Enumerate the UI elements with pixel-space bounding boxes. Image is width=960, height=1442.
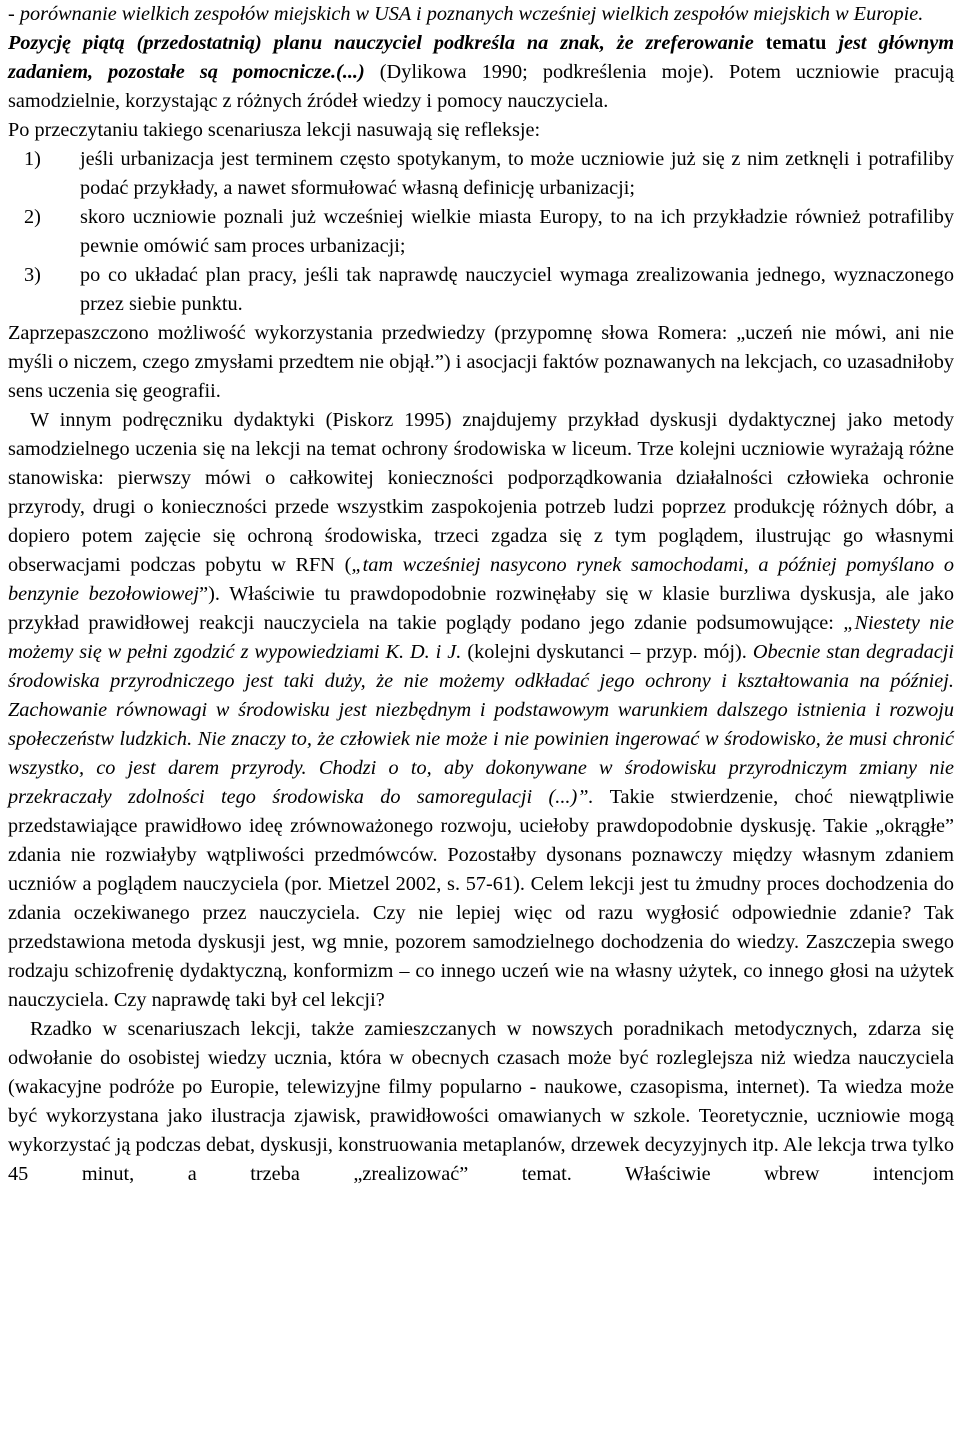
- text-segment: W innym podręczniku dydaktyki (Piskorz 1995) znajdujemy przykład dyskusji dydaktycznej jako metody samodzielnego uczenia się na lekcji na temat ochrony środowiska w liceum. Trze kolejni uczniowie wyrażają różne stanowiska: pierwszy mówi o całkowitej konieczności podporządkowania działalności człowieka ochronie przyrody, drugi o konieczności przede wszystkim zaspokojenia potrzeb ludzi poprzez produkcję różnych dóbr, a dopiero potem zajęcie się ochroną środowiska, trzeci zgadza się z tym poglądem, ilustrując go własnymi obserwacjami podczas pobytu w RFN (: [8, 409, 954, 576]
- text-segment: ”) i asocjacji faktów poznawanych na lekcjach, co uzasadniłoby sens uczenia się geografii.: [8, 351, 954, 402]
- paragraph-reflections-intro: Po przeczytaniu takiego scenariusza lekcji nasuwają się refleksje:: [8, 119, 541, 141]
- list-item-text: jeśli urbanizacja jest terminem często spotykanym, to może uczniowie już się z nim zetknęli i potrafiliby podać przykłady, a nawet sformułować własną definicję urbanizacji;: [80, 148, 954, 199]
- bold-word-tematu: tematu: [765, 32, 827, 54]
- citation-text: (Dylikowa 1990; podkreślenia moje). Potem uczniowie pracują samodzielnie, korzystając z różnych źródeł wiedzy i pomocy nauczyciela.: [8, 61, 954, 112]
- list-item: [8, 203, 954, 261]
- paragraph-discussion-example: [8, 406, 954, 1015]
- list-item-text: po co układać plan pracy, jeśli tak naprawdę nauczyciel wymaga zrealizowania jednego, wyznaczonego przez siebie punktu.: [80, 264, 954, 315]
- text-segment: (kolejni dyskutanci – przyp. mój).: [461, 641, 753, 663]
- italic-rfn-quote: „tam wcześniej nasycono rynek samochodami, a później pomyślano o benzynie bezołowiowej: [8, 554, 954, 605]
- list-number: 3): [24, 264, 41, 286]
- italic-teacher-quote: „Niestety nie możemy się w pełni zgodzić z wypowiedziami K. D. i J.: [8, 612, 954, 663]
- text-segment: Zaprzepaszczono możliwość wykorzystania przedwiedzy (przypomnę słowa Romera:: [8, 322, 737, 344]
- list-item: [8, 261, 954, 319]
- reflections-list: [8, 145, 954, 319]
- list-item: [8, 145, 954, 203]
- italic-teacher-quote-continued: Obecnie stan degradacji środowiska przyrodniczego jest taki duży, że nie możemy odkładać jego ochrony i kształtowania na później. Zachowanie równowagi w środowisku jest niezbędnym i podstawowym warunkiem dalszego istnienia i rozwoju społeczeństw ludzkich. Nie znaczy to, że człowiek nie może i nie powinien ingerować w środowisko, że musi chronić wszystko, co jest darem przyrody. Chodzi o to, aby dokonywane w środowisku przyrodniczym zmiany nie przekraczały zdolności tego środowiska do samoregulacji (...)”.: [8, 641, 955, 808]
- bold-italic-quote-start: Pozycję piątą (przedostatnią) planu nauczyciel podkreśla na znak, że zreferowanie: [8, 32, 766, 54]
- list-item-text: skoro uczniowie poznali już wcześniej wielkie miasta Europy, to na ich przykładzie również potrafiliby pewnie omówić sam proces urbanizacji;: [80, 206, 954, 257]
- paragraph-personal-knowledge: Rzadko w scenariuszach lekcji, także zamieszczanych w nowszych poradnikach metodycznych, zdarza się odwołanie do osobistej wiedzy ucznia, która w obecnych czasach może być rozleglejsza niż wiedza nauczyciela (wakacyjne podróże po Europie, telewizyjne filmy popularno - naukowe, czasopisma, internet). Ta wiedza może być wykorzystana jako ilustracja zjawisk, prawidłowości omawianych w szkole. Teoretycznie, uczniowie mogą wykorzystać ją podczas debat, dyskusji, konstruowania metaplanów, drzewek decyzyjnych itp. Ale lekcja trwa tylko 45 minut, a trzeba „zrealizować” temat. Właściwie wbrew intencjom: [8, 1018, 954, 1185]
- paragraph-intro-comparison: [8, 0, 954, 29]
- romer-quote: „uczeń nie mówi, ani nie myśli o niczem, czego zmysłami przedtem nie objął.: [8, 322, 954, 373]
- list-number: 2): [24, 206, 41, 228]
- text-segment: Takie stwierdzenie, choć niewątpliwie przedstawiające prawidłowo ideę zrównoważonego rozwoju, uciełoby prawdopodobnie dyskusję. Takie „okrągłe” zdania nie rozwiałyby wątpliwości przedmówców. Pozostałby dysonans poznawczy między własnym zdaniem uczniów a poglądem nauczyciela (por. Mietzel 2002, s. 57-61). Celem lekcji jest tu żmudny proces dochodzenia do zdania oczekiwanego przez nauczyciela. Czy nie lepiej więc od razu wygłosić odpowiednie zdanie? Tak przedstawiona metoda dyskusji jest, wg mnie, pozorem samodzielnego dochodzenia do wiedzy. Zaszczepia swego rodzaju schizofrenię dydaktyczną, konformizm – co innego uczeń wie na własny użytek, co innego głosi na użytek nauczyciela. Czy naprawdę taki był cel lekcji?: [8, 786, 954, 1011]
- text-segment: ”). Właściwie tu prawdopodobnie rozwinęłaby się w klasie burzliwa dyskusja, ale jako przykład prawidłowej reakcji nauczyciela na takie poglądy podano jego zdanie podsumowujące:: [8, 583, 954, 634]
- bold-italic-quote-end: jest głównym zadaniem, pozostałe są pomocnicze.(...): [8, 32, 955, 83]
- paragraph-plan-position: [8, 29, 954, 116]
- paragraph-prior-knowledge: [8, 319, 954, 406]
- list-number: 1): [24, 148, 41, 170]
- italic-intro-text: - porównanie wielkich zespołów miejskich w USA i poznanych wcześniej wielkich zespołów miejskich w Europie.: [8, 3, 924, 25]
